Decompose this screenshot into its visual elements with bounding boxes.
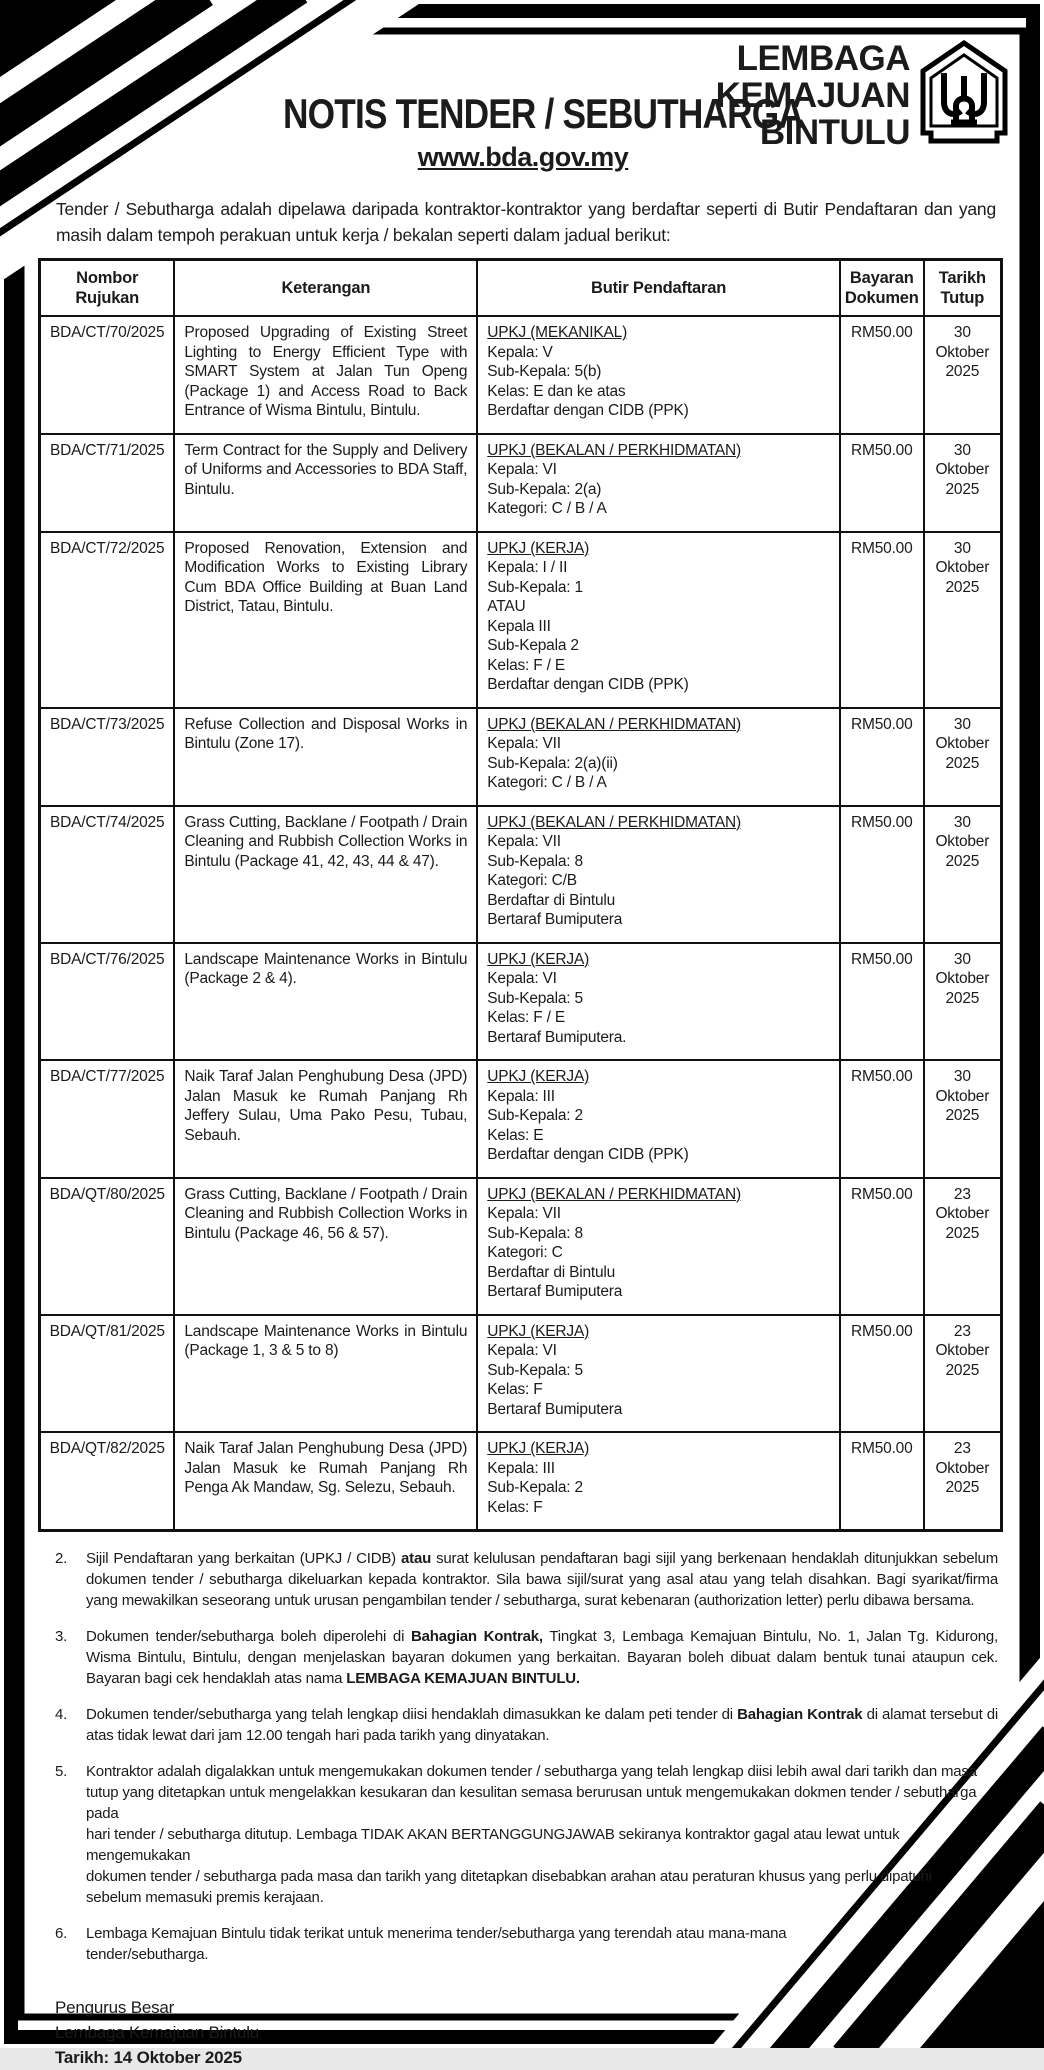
registration-line: Kategori: C / B / A bbox=[487, 774, 607, 791]
registration-title: UPKJ (KERJA) bbox=[487, 1322, 590, 1340]
ref-cell: BDA/CT/74/2025 bbox=[40, 806, 175, 943]
registration-line: Bertaraf Bumiputera bbox=[487, 911, 623, 928]
col-header-reg: Butir Pendaftaran bbox=[477, 260, 840, 317]
registration-line: Bertaraf Bumiputera bbox=[487, 1400, 623, 1418]
fee-cell: RM50.00 bbox=[840, 434, 924, 532]
table-row bbox=[40, 1178, 1002, 1315]
registration-line: Kelas: F bbox=[487, 1498, 543, 1516]
registration-cell bbox=[477, 943, 840, 1061]
fee-cell: RM50.00 bbox=[840, 1178, 924, 1315]
registration-cell bbox=[477, 1432, 840, 1531]
registration-line: Kepala: III bbox=[487, 1087, 555, 1105]
registration-line: Berdaftar di Bintulu bbox=[487, 891, 616, 909]
registration-cell bbox=[477, 434, 840, 532]
registration-line: ATAU bbox=[487, 598, 526, 615]
closing-date-cell: 30 Oktober 2025 bbox=[924, 316, 1002, 434]
note-item bbox=[55, 1626, 998, 1689]
registration-line: Kepala: VII bbox=[487, 735, 561, 752]
ref-cell: BDA/CT/73/2025 bbox=[40, 708, 175, 806]
fee-cell: RM50.00 bbox=[840, 806, 924, 943]
organisation-name-line: KEMAJUAN bbox=[715, 76, 910, 115]
closing-date-cell: 30 Oktober 2025 bbox=[924, 434, 1002, 532]
registration-line: Berdaftar dengan CIDB (PPK) bbox=[487, 1146, 689, 1163]
registration-title: UPKJ (KERJA) bbox=[487, 539, 590, 557]
registration-line: Kepala: III bbox=[487, 1459, 555, 1477]
description-cell: Proposed Renovation, Extension and Modification Works to Existing Library Cum BDA Office Building at Buan Land District, Tatau, Bintulu. bbox=[174, 532, 477, 708]
note-text: Sijil Pendaftaran yang berkaitan (UPKJ / CIDB) atau surat kelulusan pendaftaran bagi sijil yang berkenaan hendaklah ditunjukkan sebelum dokumen tender / sebutharga dikeluarkan kepada kontraktor. Sila bawa sijil/surat yang asal atau yang telah disahkan. Bagi syarikat/firma yang mewakilkan seseorang untuk urusan pengambilan tender / sebutharga, surat kebenaran (authorization letter) perlu dibawa bersama. bbox=[86, 1550, 998, 1609]
registration-line: Berdaftar dengan CIDB (PPK) bbox=[487, 402, 689, 419]
website-url: www.bda.gov.my bbox=[417, 142, 629, 172]
ref-cell: BDA/CT/70/2025 bbox=[40, 316, 175, 434]
notice-title: NOTIS TENDER / SEBUTHARGA bbox=[283, 90, 803, 137]
registration-line: Berdaftar di Bintulu bbox=[487, 1263, 616, 1281]
notice-content bbox=[28, 38, 1016, 2070]
description-cell: Naik Taraf Jalan Penghubung Desa (JPD) Jalan Masuk ke Rumah Panjang Rh Penga Ak Mandaw, Sg. Selezu, Sebauh. bbox=[174, 1432, 477, 1531]
ref-cell: BDA/QT/81/2025 bbox=[40, 1315, 175, 1433]
closing-date-cell: 30 Oktober 2025 bbox=[924, 943, 1002, 1061]
registration-line: Sub-Kepala: 2(a)(ii) bbox=[487, 754, 618, 772]
closing-date-cell: 23 Oktober 2025 bbox=[924, 1432, 1002, 1531]
col-header-fee: Bayaran Dokumen bbox=[840, 260, 924, 317]
note-text: Kontraktor adalah digalakkan untuk mengemukakan dokumen tender / sebutharga yang telah lengkap diisi lebih awal dari tarikh dan masa tutup yang ditetapkan untuk mengelakkan kesukaran dan kesulitan semasa berurusan untuk mengemukakan dokmen tender / sebutharga pada hari tender / sebutharga ditutup. Lembaga TIDAK AKAN BERTANGGUNGJAWAB sekiranya kontraktor gagal atau lewat untuk mengemukakan dokumen tender / sebutharga pada masa dan tarikh yang ditetapkan disebabkan arahan atau peraturan khusus yang perlu dipatuhi sebelum memasuki premis kerajaan. bbox=[86, 1763, 977, 1906]
registration-line: Sub-Kepala: 5 bbox=[487, 989, 583, 1007]
registration-line: Sub-Kepala: 5(b) bbox=[487, 363, 602, 380]
registration-cell bbox=[477, 708, 840, 806]
ref-cell: BDA/CT/71/2025 bbox=[40, 434, 175, 532]
table-row bbox=[40, 1432, 1002, 1531]
col-header-ref: Nombor Rujukan bbox=[40, 260, 175, 317]
table-row bbox=[40, 316, 1002, 434]
col-header-closing: Tarikh Tutup bbox=[924, 260, 1002, 317]
closing-date-cell: 30 Oktober 2025 bbox=[924, 1060, 1002, 1178]
fee-cell: RM50.00 bbox=[840, 532, 924, 708]
registration-line: Kategori: C bbox=[487, 1244, 563, 1261]
note-number: 6. bbox=[55, 1925, 68, 1942]
registration-line: Bertaraf Bumiputera. bbox=[487, 1028, 627, 1046]
description-cell: Landscape Maintenance Works in Bintulu (Package 1, 3 & 5 to 8) bbox=[174, 1315, 477, 1433]
organisation-name-line: BINTULU bbox=[759, 113, 910, 152]
signature-block bbox=[55, 1995, 1016, 2070]
registration-line: Kategori: C/B bbox=[487, 872, 577, 889]
registration-title: UPKJ (BEKALAN / PERKHIDMATAN) bbox=[487, 715, 741, 733]
registration-line: Kepala: V bbox=[487, 343, 553, 361]
registration-cell bbox=[477, 1060, 840, 1178]
note-number: 4. bbox=[55, 1706, 68, 1723]
closing-date-cell: 23 Oktober 2025 bbox=[924, 1178, 1002, 1315]
registration-title: UPKJ (BEKALAN / PERKHIDMATAN) bbox=[487, 813, 741, 831]
col-header-desc: Keterangan bbox=[174, 260, 477, 317]
ref-cell: BDA/QT/82/2025 bbox=[40, 1432, 175, 1531]
fee-cell: RM50.00 bbox=[840, 1315, 924, 1433]
registration-line: Sub-Kepala: 8 bbox=[487, 1224, 583, 1242]
description-cell: Grass Cutting, Backlane / Footpath / Drain Cleaning and Rubbish Collection Works in Bintulu (Package 41, 42, 43, 44 & 47). bbox=[174, 806, 477, 943]
notice-header bbox=[28, 38, 1016, 190]
fee-cell: RM50.00 bbox=[840, 316, 924, 434]
registration-line: Sub-Kepala: 1 bbox=[487, 578, 583, 596]
fee-cell: RM50.00 bbox=[840, 943, 924, 1061]
registration-line: Sub-Kepala: 5 bbox=[487, 1361, 583, 1379]
registration-line: Kelas: E dan ke atas bbox=[487, 382, 626, 400]
registration-title: UPKJ (BEKALAN / PERKHIDMATAN) bbox=[487, 441, 741, 459]
table-row bbox=[40, 708, 1002, 806]
signature-line: Lembaga Kemajuan Bintulu bbox=[55, 2023, 260, 2042]
fee-cell: RM50.00 bbox=[840, 708, 924, 806]
registration-line: Kepala: VI bbox=[487, 970, 557, 987]
intro-paragraph: Tender / Sebutharga adalah dipelawa daripada kontraktor-kontraktor yang berdaftar seperti di Butir Pendaftaran dan yang masih dalam tempoh perakuan untuk kerja / bekalan seperti dalam jadual berikut: bbox=[56, 199, 996, 245]
note-text: Dokumen tender/sebutharga yang telah lengkap diisi hendaklah dimasukkan ke dalam peti tender di Bahagian Kontrak di alamat tersebut di atas tidak lewat dari jam 12.00 tengah hari pada tarikh yang dinyatakan. bbox=[86, 1706, 998, 1744]
description-cell: Naik Taraf Jalan Penghubung Desa (JPD) Jalan Masuk ke Rumah Panjang Rh Jeffery Sulau, Uma Pako Pesu, Tubau, Sebauh. bbox=[174, 1060, 477, 1178]
signature-line: Pengurus Besar bbox=[55, 1998, 175, 2017]
table-row bbox=[40, 532, 1002, 708]
note-number: 2. bbox=[55, 1550, 68, 1567]
table-row bbox=[40, 434, 1002, 532]
closing-date-cell: 23 Oktober 2025 bbox=[924, 1315, 1002, 1433]
registration-line: Kepala: VI bbox=[487, 461, 557, 478]
registration-title: UPKJ (KERJA) bbox=[487, 1440, 590, 1457]
registration-line: Sub-Kepala: 8 bbox=[487, 852, 583, 870]
description-cell: Term Contract for the Supply and Delivery of Uniforms and Accessories to BDA Staff, Bintulu. bbox=[174, 434, 477, 532]
registration-line: Bertaraf Bumiputera bbox=[487, 1283, 623, 1300]
registration-line: Sub-Kepala: 2 bbox=[487, 1479, 583, 1496]
registration-line: Kepala: VII bbox=[487, 1205, 561, 1222]
note-text: Lembaga Kemajuan Bintulu tidak terikat untuk menerima tender/sebutharga yang terendah atau mana-mana tender/sebutharga. bbox=[86, 1925, 787, 1963]
description-cell: Refuse Collection and Disposal Works in Bintulu (Zone 17). bbox=[174, 708, 477, 806]
registration-title: UPKJ (BEKALAN / PERKHIDMATAN) bbox=[487, 1185, 741, 1203]
registration-title: UPKJ (MEKANIKAL) bbox=[487, 324, 628, 341]
registration-cell bbox=[477, 1178, 840, 1315]
ref-cell: BDA/CT/72/2025 bbox=[40, 532, 175, 708]
ref-cell: BDA/CT/76/2025 bbox=[40, 943, 175, 1061]
registration-line: Kepala: VII bbox=[487, 833, 561, 850]
registration-line: Kepala: VI bbox=[487, 1342, 557, 1359]
table-row bbox=[40, 1315, 1002, 1433]
registration-line: Kelas: F bbox=[487, 1381, 543, 1398]
table-row bbox=[40, 1060, 1002, 1178]
description-cell: Landscape Maintenance Works in Bintulu (Package 2 & 4). bbox=[174, 943, 477, 1061]
registration-line: Berdaftar dengan CIDB (PPK) bbox=[487, 676, 689, 693]
registration-cell bbox=[477, 316, 840, 434]
note-text: Dokumen tender/sebutharga boleh diperolehi di Bahagian Kontrak, Tingkat 3, Lembaga Kemajuan Bintulu, No. 1, Jalan Tg. Kidurong, Wisma Bintulu, Bintulu, dengan menjelaskan bayaran dokumen yang berkaitan. Bayaran boleh dibuat dalam bentuk tunai ataupun cek. Bayaran bagi cek hendaklah atas nama LEMBAGA KEMAJUAN BINTULU. bbox=[86, 1628, 999, 1687]
bda-logo-icon bbox=[920, 40, 1008, 150]
description-cell: Proposed Upgrading of Existing Street Lighting to Energy Efficient Type with SMART System at Jalan Tun Openg (Package 1) and Access Road to Back Entrance of Wisma Bintulu, Bintulu. bbox=[174, 316, 477, 434]
registration-line: Kepala: I / II bbox=[487, 559, 568, 576]
ref-cell: BDA/CT/77/2025 bbox=[40, 1060, 175, 1178]
note-item bbox=[55, 1761, 998, 1908]
table-row bbox=[40, 943, 1002, 1061]
registration-line: Kategori: C / B / A bbox=[487, 500, 607, 517]
fee-cell: RM50.00 bbox=[840, 1432, 924, 1531]
registration-title: UPKJ (KERJA) bbox=[487, 1068, 590, 1085]
note-item bbox=[55, 1704, 998, 1746]
signature-line: Tarikh: 14 Oktober 2025 bbox=[55, 2048, 242, 2067]
registration-line: Kelas: F / E bbox=[487, 1009, 565, 1026]
closing-date-cell: 30 Oktober 2025 bbox=[924, 532, 1002, 708]
note-number: 5. bbox=[55, 1763, 68, 1780]
registration-cell bbox=[477, 806, 840, 943]
table-header-row bbox=[40, 260, 1002, 317]
registration-line: Kelas: E bbox=[487, 1126, 544, 1144]
registration-line: Sub-Kepala: 2 bbox=[487, 1107, 583, 1124]
closing-date-cell: 30 Oktober 2025 bbox=[924, 806, 1002, 943]
closing-date-cell: 30 Oktober 2025 bbox=[924, 708, 1002, 806]
notes-section bbox=[55, 1548, 998, 1965]
registration-line: Kepala III bbox=[487, 617, 551, 635]
note-item bbox=[55, 1923, 998, 1965]
fee-cell: RM50.00 bbox=[840, 1060, 924, 1178]
registration-line: Sub-Kepala 2 bbox=[487, 637, 579, 654]
organisation-name-line: LEMBAGA bbox=[736, 39, 910, 78]
registration-line: Sub-Kepala: 2(a) bbox=[487, 480, 602, 498]
table-row bbox=[40, 806, 1002, 943]
description-cell: Grass Cutting, Backlane / Footpath / Drain Cleaning and Rubbish Collection Works in Bintulu (Package 46, 56 & 57). bbox=[174, 1178, 477, 1315]
ref-cell: BDA/QT/80/2025 bbox=[40, 1178, 175, 1315]
registration-title: UPKJ (KERJA) bbox=[487, 950, 590, 968]
note-item bbox=[55, 1548, 998, 1611]
tender-table bbox=[38, 258, 1003, 1532]
registration-cell bbox=[477, 1315, 840, 1433]
registration-line: Kelas: F / E bbox=[487, 656, 565, 674]
note-number: 3. bbox=[55, 1628, 68, 1645]
registration-cell bbox=[477, 532, 840, 708]
